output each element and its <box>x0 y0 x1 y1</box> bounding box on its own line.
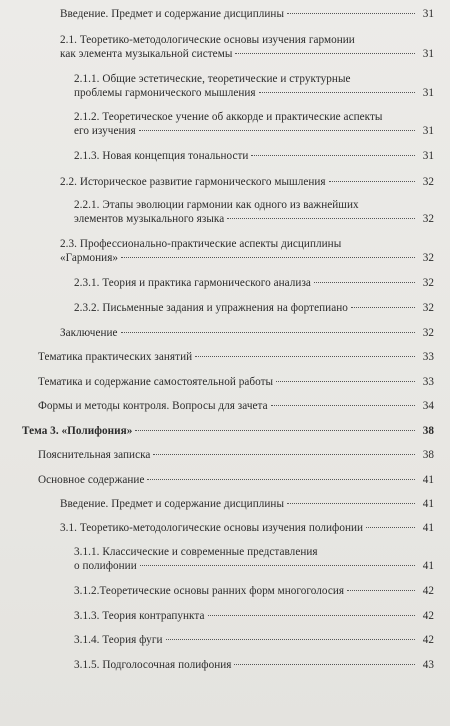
toc-entry-heading <box>22 424 434 438</box>
leader-dots <box>121 332 415 333</box>
toc-entry <box>38 399 434 413</box>
toc-entry <box>60 175 434 189</box>
leader-dots <box>351 307 415 308</box>
toc-entry-text: 2.3.2. Письменные задания и упражнения на фортепиано <box>74 302 348 314</box>
toc-entry <box>74 301 434 315</box>
leader-dots <box>140 565 415 566</box>
toc-entry-text: 2.1.1. Общие эстетические, теоретические и структурные <box>74 73 351 85</box>
toc-entry-text: 2.2. Историческое развитие гармонического мышления <box>60 176 326 188</box>
toc-entry <box>74 658 434 672</box>
leader-dots <box>366 527 415 528</box>
toc-entry-text: 3.1.2.Теоретические основы ранних форм многоголосия <box>74 585 345 597</box>
toc-entry <box>38 375 434 389</box>
leader-dots <box>276 381 415 382</box>
toc-entry <box>60 33 434 61</box>
toc-entry-text: «Гармония» <box>60 252 119 264</box>
page-number: 32 <box>422 277 434 289</box>
leader-dots <box>208 615 416 616</box>
toc-entry-text: 3.1.4. Теория фуги <box>74 634 163 646</box>
leader-dots <box>347 590 415 591</box>
toc-entry-text: Тематика и содержание самостоятельной работы <box>38 376 274 388</box>
leader-dots <box>287 503 415 504</box>
page-number: 31 <box>422 150 434 162</box>
page-number: 41 <box>422 498 434 510</box>
page-number: 38 <box>422 425 434 437</box>
toc-entry <box>74 198 434 226</box>
toc-entry <box>38 448 434 462</box>
toc-entry <box>60 7 434 21</box>
toc-entry-text: 2.1.3. Новая концепция тональности <box>74 150 249 162</box>
page-number: 32 <box>422 213 434 225</box>
leader-dots <box>259 92 415 93</box>
page-number: 42 <box>422 610 434 622</box>
toc-entry <box>60 497 434 511</box>
leader-dots <box>234 664 415 665</box>
leader-dots <box>227 218 415 219</box>
toc-entry-text: 3.1.5. Подголосочная полифония <box>74 659 232 671</box>
toc-entry-text: 3.1.1. Классические и современные представления <box>74 546 318 558</box>
page-number: 32 <box>422 302 434 314</box>
leader-dots <box>166 639 416 640</box>
toc-entry-text: 2.1. Теоретико-методологические основы изучения гармонии <box>60 34 355 46</box>
leader-dots <box>195 356 415 357</box>
page-number: 31 <box>422 87 434 99</box>
toc-entry <box>74 584 434 598</box>
leader-dots <box>135 430 415 431</box>
toc-entry-text: Введение. Предмет и содержание дисциплины <box>60 498 285 510</box>
toc-entry <box>74 633 434 647</box>
toc-entry <box>60 237 434 265</box>
page-number: 31 <box>422 8 434 20</box>
toc-entry <box>74 110 434 138</box>
toc-entry-text: как элемента музыкальной системы <box>60 48 233 60</box>
page-number: 32 <box>422 252 434 264</box>
toc-entry-text: Тематика практических занятий <box>38 351 193 363</box>
toc-entry-text: Тема 3. «Полифония» <box>22 425 133 437</box>
toc-entry-text: проблемы гармонического мышления <box>74 87 256 99</box>
toc-entry <box>38 350 434 364</box>
toc-entry-text: 2.2.1. Этапы эволюции гармонии как одного из важнейших <box>74 199 359 211</box>
toc-entry <box>38 473 434 487</box>
toc-entry-text: Введение. Предмет и содержание дисциплины <box>60 8 285 20</box>
leader-dots <box>271 405 415 406</box>
toc-entry-text: его изучения <box>74 125 136 137</box>
page-number: 42 <box>422 585 434 597</box>
toc-entry <box>74 72 434 100</box>
page-number: 33 <box>422 376 434 388</box>
leader-dots <box>153 454 415 455</box>
leader-dots <box>287 13 415 14</box>
leader-dots <box>139 130 415 131</box>
toc-entry <box>60 326 434 340</box>
toc-entry-text: 2.3. Профессионально-практические аспекты дисциплины <box>60 238 342 250</box>
toc-entry <box>74 545 434 573</box>
toc-entry <box>74 149 434 163</box>
toc-entry <box>74 276 434 290</box>
toc-entry-text: 2.1.2. Теоретическое учение об аккорде и практические аспекты <box>74 111 383 123</box>
toc-entry-text: элементов музыкального языка <box>74 213 225 225</box>
toc-entry <box>60 521 434 535</box>
toc-entry-text: о полифонии <box>74 560 137 572</box>
page-number: 41 <box>422 474 434 486</box>
leader-dots <box>121 257 415 258</box>
toc-entry-text: Пояснительная записка <box>38 449 151 461</box>
toc-entry-text: Формы и методы контроля. Вопросы для зачета <box>38 400 268 412</box>
leader-dots <box>329 181 415 182</box>
page-number: 42 <box>422 634 434 646</box>
toc-entry-text: 3.1.3. Теория контрапункта <box>74 610 205 622</box>
page-number: 38 <box>422 449 434 461</box>
leader-dots <box>235 53 415 54</box>
toc-entry-text: Заключение <box>60 327 118 339</box>
page-number: 32 <box>422 327 434 339</box>
toc-entry-text: 3.1. Теоретико-методологические основы изучения полифонии <box>60 522 364 534</box>
page-number: 33 <box>422 351 434 363</box>
leader-dots <box>147 479 415 480</box>
page-number: 31 <box>422 48 434 60</box>
page-number: 41 <box>422 522 434 534</box>
page-number: 41 <box>422 560 434 572</box>
page-number: 43 <box>422 659 434 671</box>
leader-dots <box>314 282 415 283</box>
page-number: 34 <box>422 400 434 412</box>
page-number: 31 <box>422 125 434 137</box>
toc-entry <box>74 609 434 623</box>
toc-entry-text: Основное содержание <box>38 474 145 486</box>
leader-dots <box>251 155 415 156</box>
page-number: 32 <box>422 176 434 188</box>
toc-entry-text: 2.3.1. Теория и практика гармонического анализа <box>74 277 311 289</box>
